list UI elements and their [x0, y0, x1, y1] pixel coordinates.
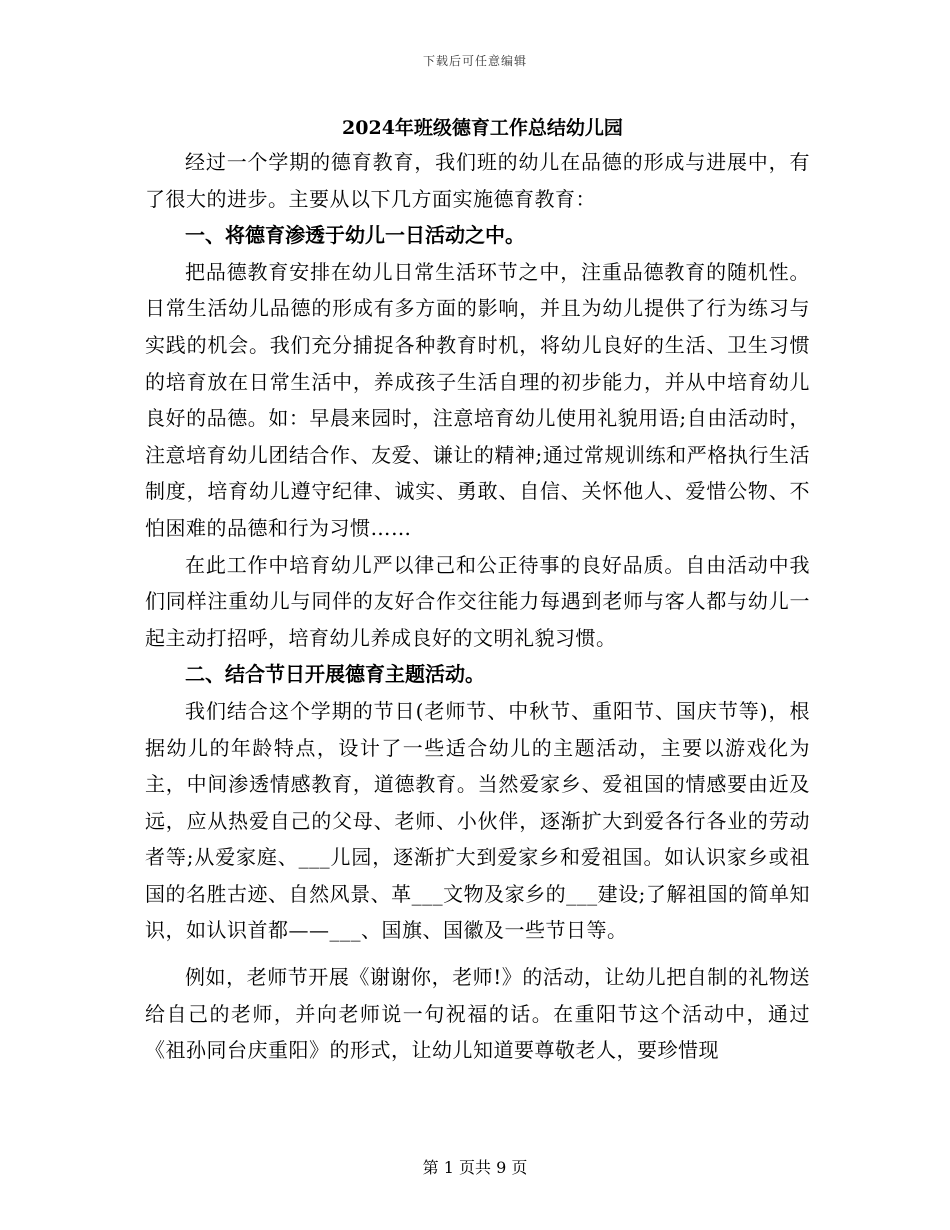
document-body [145, 112, 810, 1069]
section-2-heading: 二、结合节日开展德育主题活动。 [185, 662, 485, 687]
document-title: 2024年班级德育工作总结幼儿园 [342, 117, 623, 139]
section-1-heading: 一、将德育渗透于幼儿一日活动之中。 [185, 223, 525, 248]
section-2-paragraph-2: 例如，老师节开展《谢谢你，老师!》的活动，让幼儿把自制的礼物送给自己的老师，并向老师说一句祝福的话。在重阳节这个活动中，通过《祖孙同台庆重阳》的形式，让幼儿知道要尊敬老人，要珍惜现 [145, 965, 810, 1063]
section-1-paragraph-1: 把品德教育安排在幼儿日常生活环节之中，注重品德教育的随机性。日常生活幼儿品德的形成有多方面的影响，并且为幼儿提供了行为练习与实践的机会。我们充分捕捉各种教育时机，将幼儿良好的生活、卫生习惯的培育放在日常生活中，养成孩子生活自理的初步能力，并从中培育幼儿良好的品德。如：早晨来园时，注意培育幼儿使用礼貌用语;自由活动时，注意培育幼儿团结合作、友爱、谦让的精神;通过常规训练和严格执行生活制度，培育幼儿遵守纪律、诚实、勇敢、自信、关怀他人、爱惜公物、不怕困难的品德和行为习惯…… [145, 259, 810, 540]
page-header-note: 下载后可任意编辑 [422, 54, 527, 68]
section-2-paragraph-1: 我们结合这个学期的节日(老师节、中秋节、重阳节、国庆节等)，根据幼儿的年龄特点，设计了一些适合幼儿的主题活动，主要以游戏化为主，中间渗透情感教育，道德教育。当然爱家乡、爱祖国的情感要由近及远，应从热爱自己的父母、老师、小伙伴，逐渐扩大到爱各行各业的劳动者等;从爱家庭、___儿园，逐渐扩大到爱家乡和爱祖国。如认识家乡或祖国的名胜古迹、自然风景、革___文物及家乡的___建设;了解祖国的简单知识，如认识首都——___、国旗、国徽及一些节日等。 [145, 698, 810, 943]
section-1-paragraph-2: 在此工作中培育幼儿严以律己和公正待事的良好品质。自由活动中我们同样注重幼儿与同伴的友好合作交往能力每遇到老师与客人都与幼儿一起主动打招呼，培育幼儿养成良好的文明礼貌习惯。 [145, 552, 810, 650]
intro-paragraph: 经过一个学期的德育教育，我们班的幼儿在品德的形成与进展中，有了很大的进步。主要从以下几方面实施德育教育： [145, 150, 810, 211]
page-number: 第 1 页共 9 页 [422, 1158, 528, 1177]
